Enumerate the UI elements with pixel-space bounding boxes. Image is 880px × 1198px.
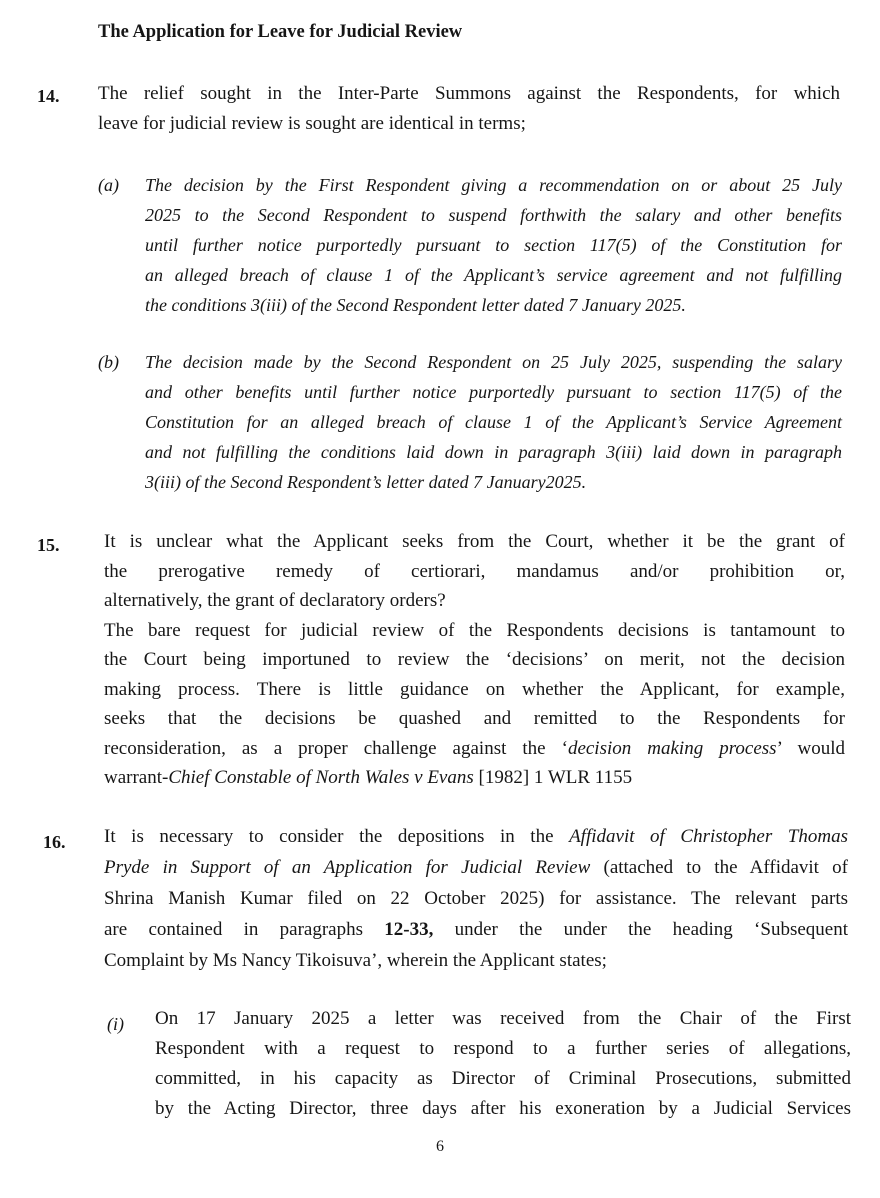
italic-run: Affidavit of Christopher Thomas: [569, 826, 848, 847]
paragraph-line: Complaint by Ms Nancy Tikoisuva’, wherein the Applicant states;: [104, 950, 607, 971]
item-line: an alleged breach of clause 1 of the Applicant’s service agreement and not fulfilling: [145, 265, 842, 285]
item-a: [145, 170, 842, 320]
paragraph-line: [104, 763, 845, 793]
item-line: the conditions 3(iii) of the Second Respondent letter dated 7 January 2025.: [145, 295, 686, 315]
text-run: under the under the heading ‘Subsequent: [433, 919, 848, 940]
page-number: 6: [436, 1138, 444, 1155]
paragraph-16: [104, 821, 848, 976]
item-label-a: (a): [98, 175, 119, 195]
text-run: [1982] 1 WLR 1155: [473, 767, 633, 788]
item-line: On 17 January 2025 a letter was received from the Chair of the First: [155, 1008, 851, 1029]
item-line: committed, in his capacity as Director of Criminal Prosecutions, submitted: [155, 1068, 851, 1089]
item-line: 2025 to the Second Respondent to suspend forthwith the salary and other benefits: [145, 205, 842, 225]
paragraph-number-16: 16.: [43, 832, 66, 852]
paragraph-line: alternatively, the grant of declaratory orders?: [104, 590, 446, 611]
paragraph-line: seeks that the decisions be quashed and remitted to the Respondents for: [104, 708, 845, 729]
text-run: warrant-: [104, 767, 169, 788]
paragraph-line: the Court being importuned to review the ‘decisions’ on merit, not the decision: [104, 649, 845, 670]
text-run: (attached to the Affidavit of: [590, 857, 848, 878]
paragraph-15: [104, 527, 845, 793]
item-line: The decision by the First Respondent giving a recommendation on or about 25 July: [145, 175, 842, 195]
paragraph-line: It is unclear what the Applicant seeks from the Court, whether it be the grant of: [104, 531, 845, 552]
item-line: 3(iii) of the Second Respondent’s letter dated 7 January2025.: [145, 472, 587, 492]
item-label-i: (i): [107, 1014, 124, 1034]
paragraph-line: leave for judicial review is sought are identical in terms;: [98, 112, 526, 134]
item-line: until further notice purportedly pursuant to section 117(5) of the Constitution for: [145, 235, 842, 255]
paragraph-line: the prerogative remedy of certiorari, mandamus and/or prohibition or,: [104, 560, 845, 582]
item-line: and other benefits until further notice purportedly pursuant to section 117(5) of the: [145, 382, 842, 402]
item-line: Constitution for an alleged breach of clause 1 of the Applicant’s Service Agreement: [145, 412, 842, 432]
item-line: and not fulfilling the conditions laid down in paragraph 3(iii) laid down in paragraph: [145, 442, 842, 462]
paragraph-line: Shrina Manish Kumar filed on 22 October 2025) for assistance. The relevant parts: [104, 888, 848, 909]
paragraph-number-15: 15.: [37, 535, 60, 555]
case-citation: Chief Constable of North Wales v Evans: [168, 767, 474, 788]
item-label-b: (b): [98, 352, 119, 372]
paragraph-line: The relief sought in the Inter-Parte Summons against the Respondents, for which: [98, 83, 840, 104]
item-line: The decision made by the Second Respondent on 25 July 2025, suspending the salary: [145, 352, 842, 372]
bold-run: 12-33,: [384, 919, 434, 940]
text-run: ’ would: [776, 737, 845, 759]
italic-run: decision making process: [567, 737, 777, 759]
item-line: Respondent with a request to respond to a further series of allegations,: [155, 1038, 851, 1059]
item-b: [145, 347, 842, 497]
paragraph-line: [104, 821, 848, 852]
paragraph-number-14: 14.: [37, 86, 60, 106]
item-line: by the Acting Director, three days after his exoneration by a Judicial Services: [155, 1098, 851, 1119]
paragraph-line: The bare request for judicial review of the Respondents decisions is tantamount to: [104, 619, 845, 641]
text-run: It is necessary to consider the depositions in the: [104, 826, 570, 847]
item-i: [155, 1004, 851, 1124]
paragraph-line: making process. There is little guidance on whether the Applicant, for example,: [104, 678, 845, 700]
text-run: reconsideration, as a proper challenge against the ‘: [104, 737, 568, 759]
paragraph-line: [104, 914, 848, 945]
paragraph-line: [104, 852, 848, 883]
italic-run: Pryde in Support of an Application for Judicial Review: [104, 857, 591, 878]
text-run: are contained in paragraphs: [104, 919, 385, 940]
section-heading: The Application for Leave for Judicial Review: [98, 22, 463, 42]
paragraph-14: [98, 79, 840, 138]
paragraph-line: [104, 734, 845, 764]
